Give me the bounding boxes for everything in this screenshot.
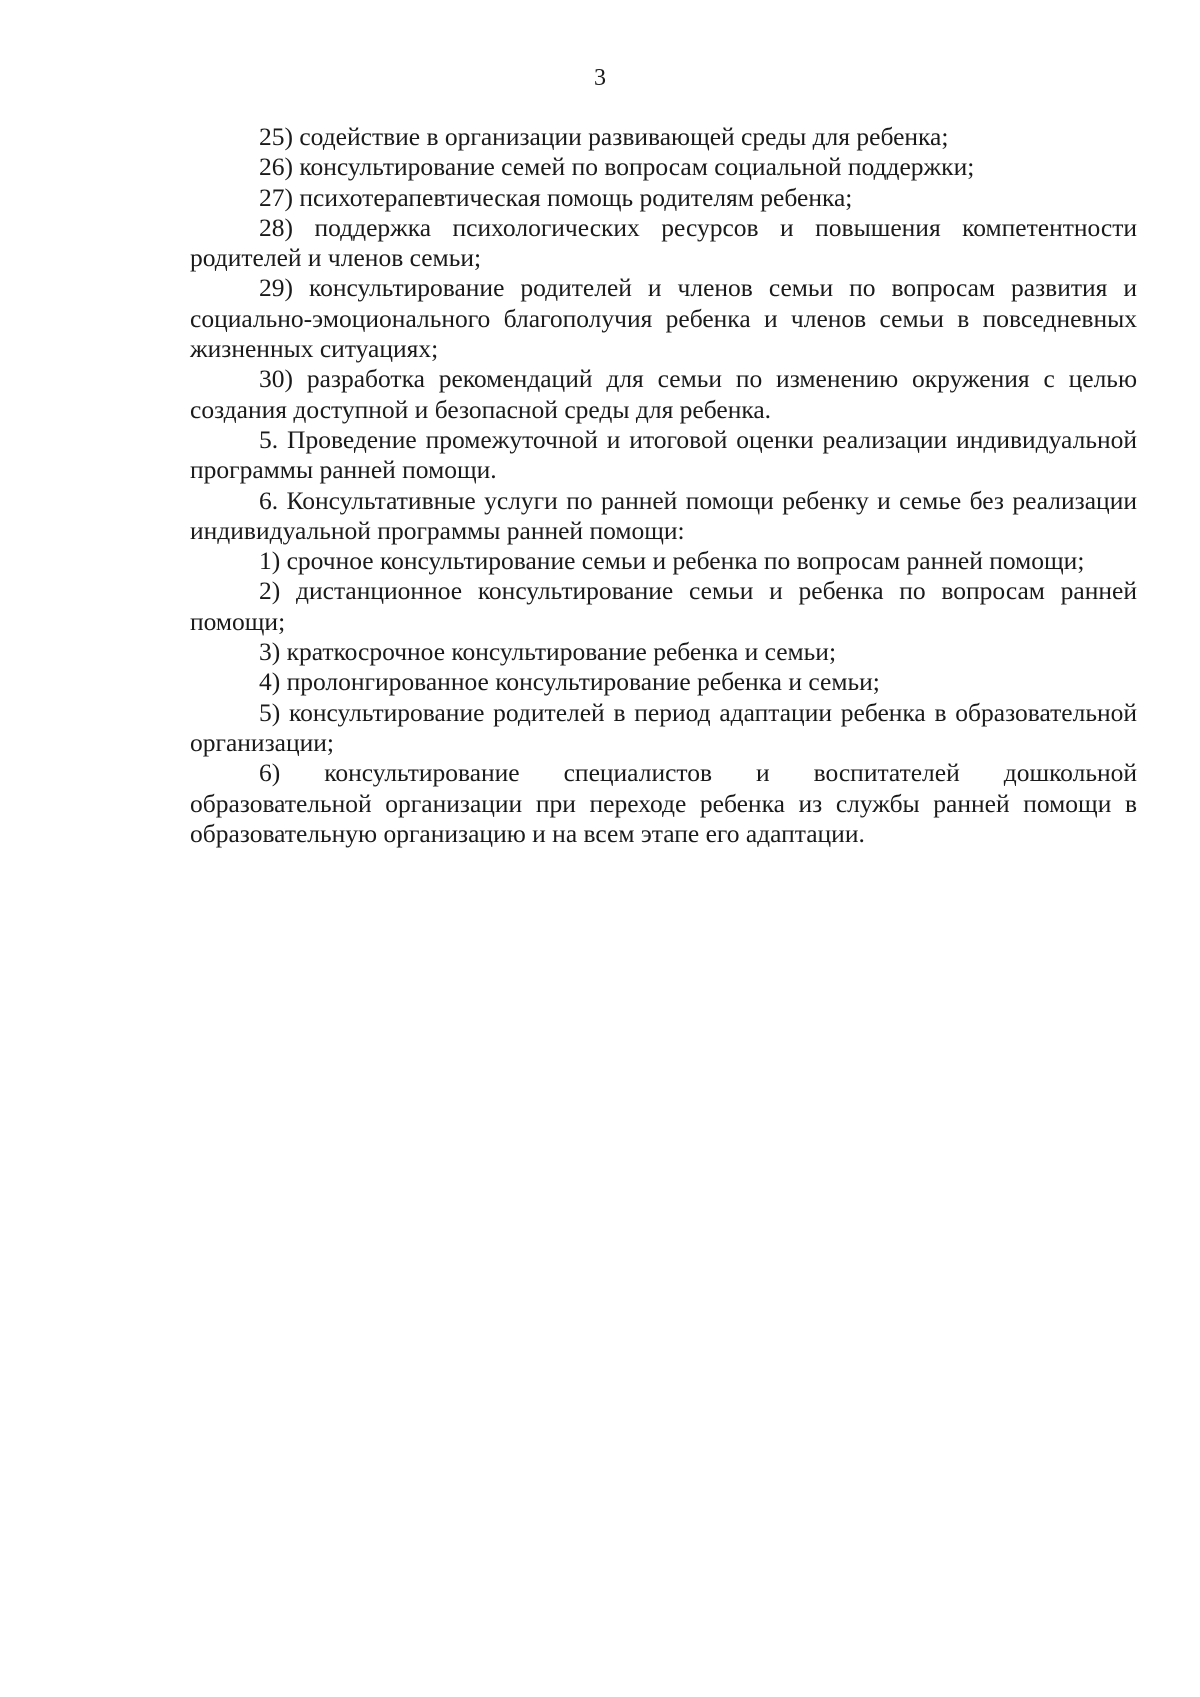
list-item: 27) психотерапевтическая помощь родителям ребенка;: [259, 182, 853, 212]
list-item: 26) консультирование семей по вопросам социальной поддержки;: [259, 152, 975, 182]
list-item: 4) пролонгированное консультирование ребенка и семьи;: [259, 667, 880, 697]
list-item: 30) разработка рекомендаций для семьи по изменению окружения с целью создания доступной и безопасной среды для ребенка.: [190, 364, 1137, 424]
list-item: 29) консультирование родителей и членов семьи по вопросам развития и социально-эмоционального благополучия ребенка и членов семьи в повседневных жизненных ситуациях;: [190, 273, 1137, 364]
document-body: [190, 122, 1137, 849]
section-paragraph: 5. Проведение промежуточной и итоговой оценки реализации индивидуальной программы ранней помощи.: [190, 424, 1137, 485]
list-item: 5) консультирование родителей в период адаптации ребенка в образовательной организации;: [190, 697, 1137, 757]
list-item: 2) дистанционное консультирование семьи и ребенка по вопросам ранней помощи;: [190, 576, 1137, 636]
list-item: 25) содействие в организации развивающей среды для ребенка;: [259, 122, 949, 151]
page-number: 3: [594, 65, 606, 91]
section-paragraph: 6. Консультативные услуги по ранней помощи ребенку и семье без реализации индивидуальной программы ранней помощи:: [190, 485, 1137, 545]
list-item: 28) поддержка психологических ресурсов и повышения компетентности родителей и членов семьи;: [190, 212, 1137, 273]
list-item: 1) срочное консультирование семьи и ребенка по вопросам ранней помощи;: [259, 546, 1085, 576]
list-item: 3) краткосрочное консультирование ребенка и семьи;: [259, 637, 837, 667]
list-item: 6) консультирование специалистов и воспитателей дошкольной образовательной организации при переходе ребенка из службы ранней помощи в образовательную организацию и на всем этапе его адаптации.: [190, 758, 1137, 848]
